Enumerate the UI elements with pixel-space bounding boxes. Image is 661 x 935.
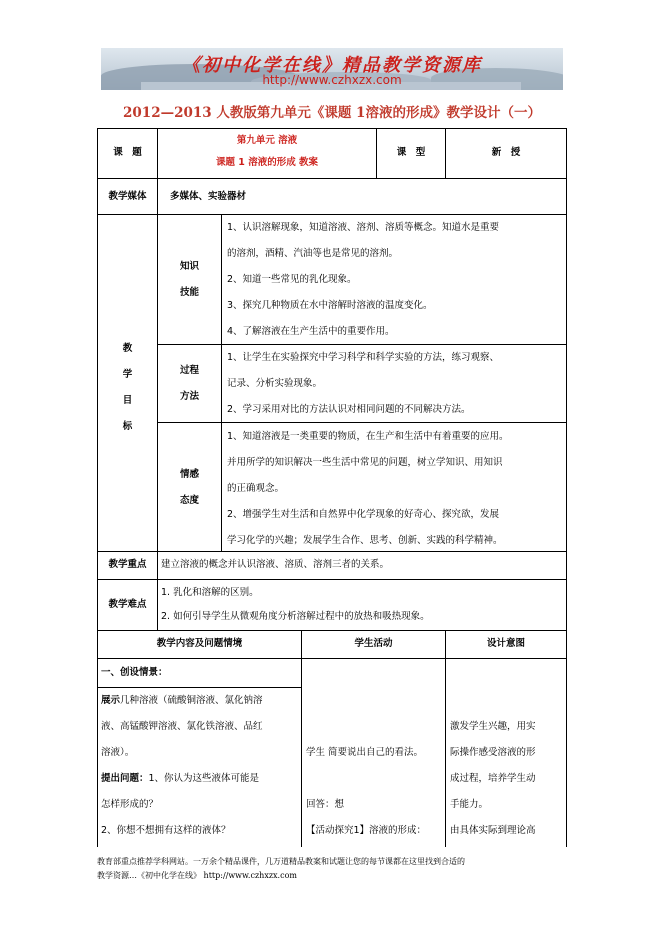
content-line <box>101 766 259 792</box>
lesson-title: 课题 1 溶液的形成 教案 <box>215 157 319 168</box>
emotion-line: 的正确观念。 <box>227 483 285 494</box>
kexing-label: 课 型 <box>396 147 426 158</box>
process-line: 记录、分析实验现象。 <box>227 378 323 389</box>
footer-line-1: 教育部重点推荐学科网站。一万余个精品课件，几万道精品教案和试题让您的每节课都在这里找到合适的 <box>97 857 465 866</box>
content-line-text: 几种溶液（硫酸铜溶液、氯化钠溶 <box>120 695 263 706</box>
difficulty-label: 教学难点 <box>108 599 147 610</box>
footer-line-2 <box>97 869 567 883</box>
intent-line: 由具体实际到理论高 <box>450 825 536 836</box>
footer-line-2-text: 教学资源…《初中化学在线》 <box>97 871 201 880</box>
difficulty-line: 2. 如何引导学生从微观角度分析溶解过程中的放热和吸热现象。 <box>161 611 430 622</box>
goals-label-char: 学 <box>122 369 133 380</box>
emotion-line: 1、知道溶液是一类重要的物质，在生产和生活中有着重要的应用。 <box>227 431 509 442</box>
content-line-text: 1、你认为这些液体可能是 <box>148 773 260 784</box>
knowledge-line: 2、知道一些常见的乳化现象。 <box>227 274 357 285</box>
intent-line: 际操作感受溶液的形 <box>450 747 536 758</box>
banner-title: 《初中化学在线》精品教学资源库 <box>182 55 482 76</box>
media-label: 教学媒体 <box>108 191 147 202</box>
footer <box>97 855 567 883</box>
emotion-label: 情感 <box>179 469 199 480</box>
knowledge-line: 的溶剂，酒精、汽油等也是常见的溶剂。 <box>227 248 399 259</box>
goals-label-char: 标 <box>122 421 133 432</box>
header-activity: 学生活动 <box>354 638 393 649</box>
difficulty-line: 1. 乳化和溶解的区别。 <box>161 587 259 598</box>
process-label: 过程 <box>179 365 199 376</box>
goals-label-char: 教 <box>122 343 133 354</box>
content-line: 液、高锰酸钾溶液、氯化铁溶液、品红 <box>101 721 263 732</box>
key-label: 教学重点 <box>108 559 147 570</box>
header-intent: 设计意图 <box>486 638 525 649</box>
knowledge-line: 1、认识溶解现象，知道溶液、溶剂、溶质等概念。知道水是重要 <box>227 222 500 233</box>
intent-line: 手能力。 <box>450 799 489 810</box>
emotion-line: 学习化学的兴趣；发展学生合作、思考、创新、实践的科学精神。 <box>227 535 503 546</box>
footer-url-link[interactable]: http://www.czhxzx.com <box>203 871 297 880</box>
intent-line: 成过程，培养学生动 <box>450 773 536 784</box>
knowledge-label: 知识 <box>179 261 199 272</box>
activity-line: 【活动探究1】溶液的形成： <box>306 825 427 836</box>
content-line-bold: 展示 <box>101 695 121 706</box>
knowledge-line: 3、探究几种物质在水中溶解时溶液的温度变化。 <box>227 300 433 311</box>
content-line: 溶液）。 <box>101 747 135 758</box>
emotion-line: 并用所学的知识解决一些生活中常见的问题，树立学知识、用知识 <box>227 457 503 468</box>
unit-title: 第九单元 溶液 <box>236 135 298 146</box>
key-value: 建立溶液的概念并认识溶液、溶质、溶剂三者的关系。 <box>161 559 390 570</box>
process-line: 1、让学生在实验探究中学习科学和科学实验的方法，练习观察、 <box>227 352 500 363</box>
knowledge-line: 4、了解溶液在生产生活中的重要作用。 <box>227 326 395 337</box>
emotion-label: 态度 <box>179 495 199 506</box>
activity-line: 回答：想 <box>306 799 345 810</box>
process-label: 方法 <box>179 391 199 402</box>
header-content: 教学内容及问题情境 <box>156 638 243 649</box>
emotion-line: 2、增强学生对生活和自然界中化学现象的好奇心、探究欲，发展 <box>227 509 500 520</box>
scene-heading: 一、创设情景： <box>101 667 168 678</box>
intent-line: 激发学生兴趣，用实 <box>450 721 536 732</box>
media-value: 多媒体、实验器材 <box>170 191 247 202</box>
banner-url-link[interactable]: http://www.czhxzx.com <box>262 73 402 87</box>
activity-line: 学生 简要说出自己的看法。 <box>306 747 424 758</box>
content-line <box>101 688 263 714</box>
process-line: 2、学习采用对比的方法认识对相同问题的不同解决方法。 <box>227 404 471 415</box>
kexing-value: 新 授 <box>491 147 521 158</box>
header-banner <box>101 48 563 90</box>
keti-label: 课 题 <box>113 147 142 158</box>
content-line: 怎样形成的？ <box>101 799 159 810</box>
knowledge-label: 技能 <box>179 287 199 298</box>
document-title: 2012—2013 人教版第九单元《课题 1溶液的形成》教学设计（一） <box>123 105 541 121</box>
content-line: 2、你想不想拥有这样的液体？ <box>101 825 231 836</box>
goals-label-char: 目 <box>122 395 133 406</box>
content-line-bold: 提出问题： <box>101 773 149 784</box>
